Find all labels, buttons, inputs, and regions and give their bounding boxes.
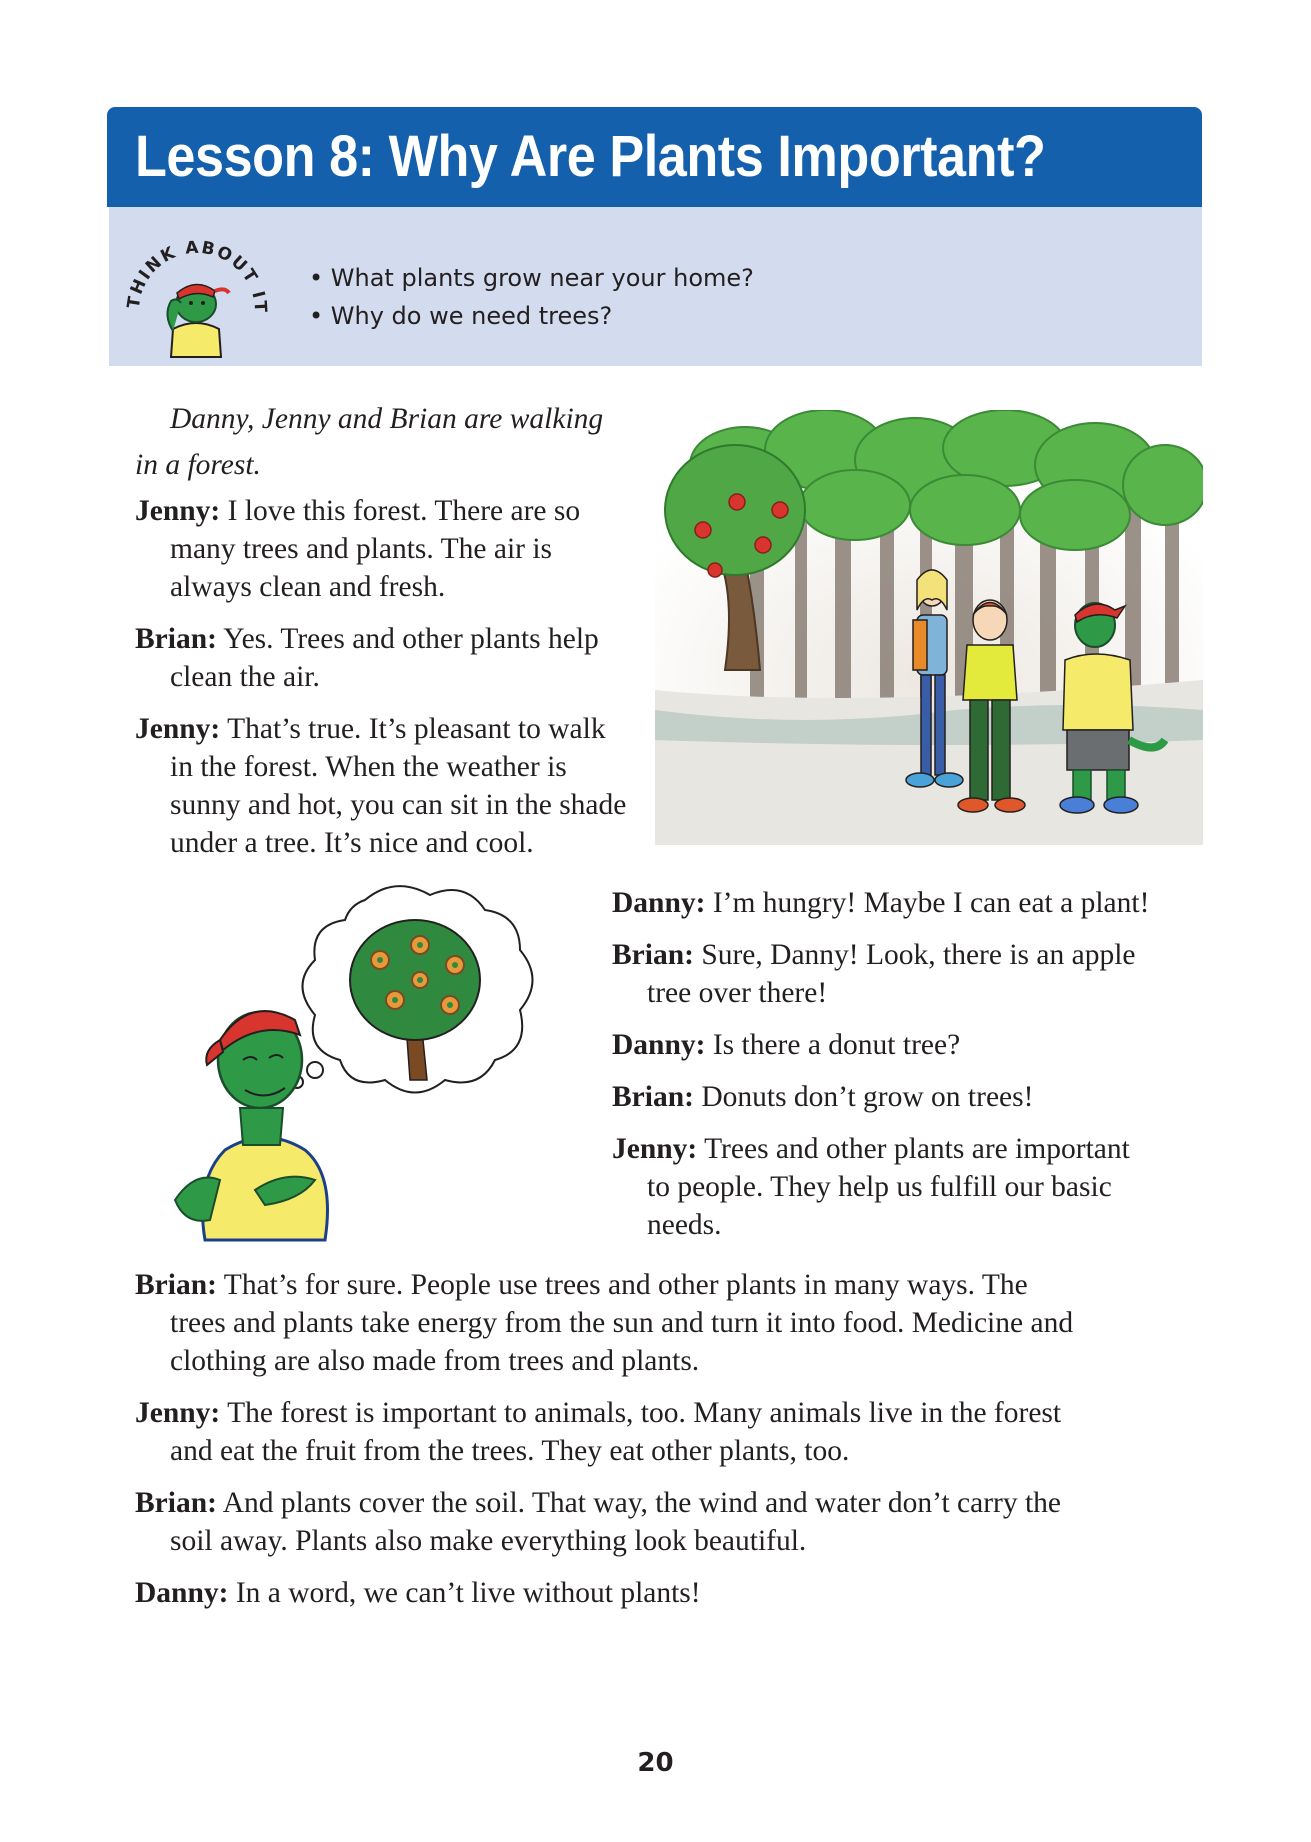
dialogue-text: clothing are also made from trees and plants.	[170, 1345, 700, 1377]
dialogue-text: I’m hungry! Maybe I can eat a plant!	[705, 887, 1150, 919]
speaker-name: Brian:	[135, 623, 217, 655]
dialogue-line	[612, 936, 1149, 1012]
dialogue-line	[135, 1484, 1073, 1560]
dialogue-block-right	[612, 884, 1149, 1244]
dialogue-text: In a word, we can’t live without plants!	[228, 1577, 701, 1609]
dialogue-line	[135, 1266, 1073, 1380]
dialogue-line	[612, 1078, 1149, 1116]
lesson-title: Lesson 8: Why Are Plants Important?	[135, 124, 1046, 189]
think-question: • Why do we need trees?	[309, 302, 613, 330]
speaker-name: Brian:	[135, 1269, 217, 1301]
speaker-name: Danny:	[612, 887, 706, 919]
dialogue-text: That’s for sure. People use trees and other plants in many ways. The	[216, 1269, 1028, 1301]
dialogue-line	[135, 1574, 1073, 1612]
speaker-name: Jenny:	[135, 713, 221, 745]
dialogue-line	[135, 710, 626, 862]
dialogue-text: and eat the fruit from the trees. They eat other plants, too.	[170, 1435, 850, 1467]
dialogue-text: in the forest. When the weather is	[170, 751, 567, 783]
speaker-name: Jenny:	[135, 495, 221, 527]
dialogue-text: clean the air.	[170, 661, 320, 693]
dialogue-line	[135, 1394, 1073, 1470]
speaker-name: Danny:	[612, 1029, 706, 1061]
think-question: • What plants grow near your home?	[309, 264, 754, 292]
dialogue-text: The forest is important to animals, too. Many animals live in the forest	[220, 1397, 1062, 1429]
intro-line: Danny, Jenny and Brian are walking	[170, 403, 604, 435]
dialogue-block-top	[135, 492, 626, 862]
dialogue-line	[135, 620, 626, 696]
forest-children-illustration	[655, 410, 1203, 845]
speaker-name: Brian:	[612, 939, 694, 971]
speaker-name: Brian:	[612, 1081, 694, 1113]
danny-thinking-illustration	[165, 880, 585, 1250]
dialogue-text: to people. They help us fulfill our basic	[647, 1171, 1112, 1203]
dialogue-text: many trees and plants. The air is	[170, 533, 553, 565]
dialogue-text: tree over there!	[647, 977, 828, 1009]
dialogue-line	[612, 1026, 1149, 1064]
dialogue-text: always clean and fresh.	[170, 571, 446, 603]
think-about-it-label: THINK ABOUT IT	[123, 237, 271, 315]
dialogue-text: needs.	[647, 1209, 722, 1241]
intro-line: in a forest.	[135, 449, 261, 481]
think-questions-list	[309, 259, 754, 335]
dialogue-text: under a tree. It’s nice and cool.	[170, 827, 534, 859]
page-number: 20	[637, 1748, 674, 1778]
dialogue-text: Is there a donut tree?	[705, 1029, 961, 1061]
think-about-it-badge-icon	[121, 229, 271, 359]
dialogue-text: trees and plants take energy from the sun and turn it into food. Medicine and	[170, 1307, 1074, 1339]
dialogue-text: sunny and hot, you can sit in the shade	[170, 789, 627, 821]
story-intro	[135, 400, 603, 484]
speaker-name: Jenny:	[612, 1133, 698, 1165]
speaker-name: Brian:	[135, 1487, 217, 1519]
dialogue-text: soil away. Plants also make everything look beautiful.	[170, 1525, 807, 1557]
dialogue-text: That’s true. It’s pleasant to walk	[220, 713, 606, 745]
dialogue-block-bottom	[135, 1266, 1073, 1612]
think-about-it-box	[109, 207, 1202, 366]
dialogue-line	[612, 1130, 1149, 1244]
lesson-title-bar	[107, 107, 1202, 207]
dialogue-text: I love this forest. There are so	[220, 495, 581, 527]
speaker-name: Jenny:	[135, 1397, 221, 1429]
dialogue-text: Sure, Danny! Look, there is an apple	[693, 939, 1136, 971]
dialogue-line	[612, 884, 1149, 922]
dialogue-text: And plants cover the soil. That way, the wind and water don’t carry the	[216, 1487, 1062, 1519]
dialogue-text: Donuts don’t grow on trees!	[693, 1081, 1034, 1113]
dialogue-line	[135, 492, 626, 606]
dialogue-text: Yes. Trees and other plants help	[216, 623, 599, 655]
dialogue-text: Trees and other plants are important	[697, 1133, 1130, 1165]
speaker-name: Danny:	[135, 1577, 229, 1609]
